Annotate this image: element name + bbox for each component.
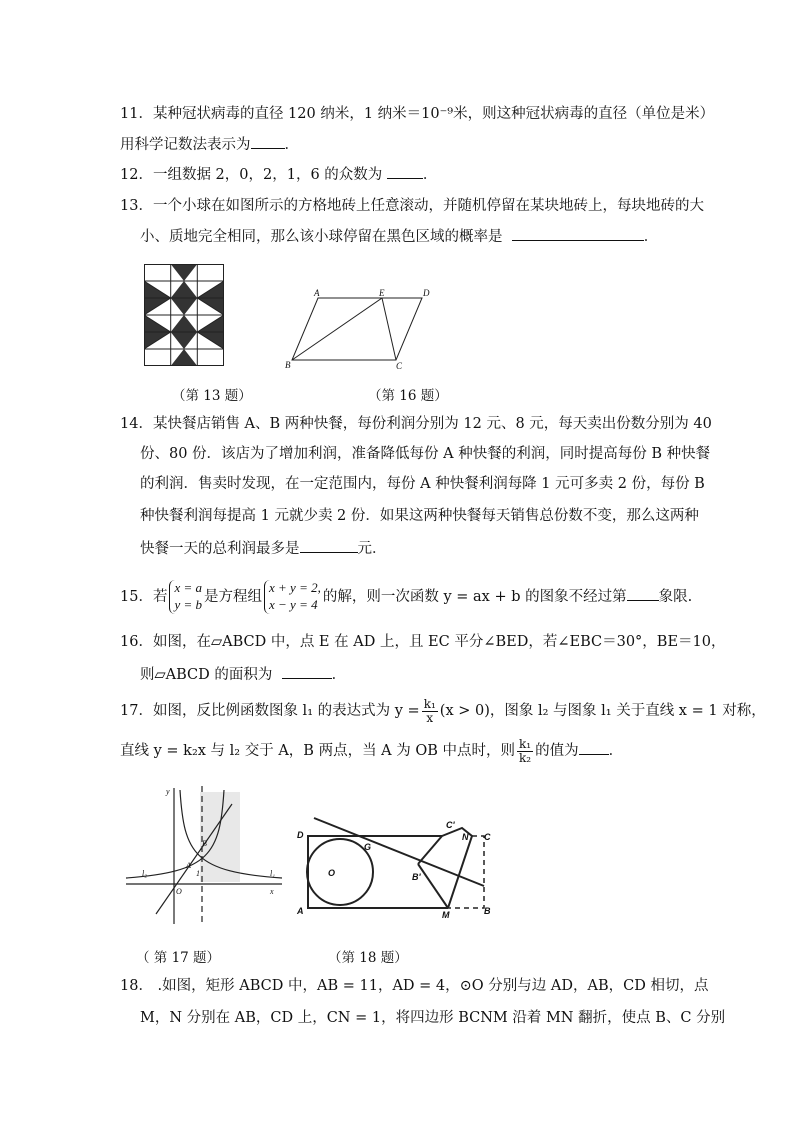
q17-answer-blank bbox=[579, 740, 609, 755]
q17-line2-end: ． bbox=[608, 743, 624, 759]
fig18-caption: （第 18 题） bbox=[328, 950, 408, 966]
q14-line2: 份、80 份．该店为了增加利润，准备降低每份 A 种快餐的利润，同时提高每份 B 种快餐 bbox=[140, 446, 711, 462]
q17-frac1-num: k₁ bbox=[423, 696, 436, 711]
fig16-label-c: C bbox=[396, 361, 403, 371]
q17-line2-post: 的值为 bbox=[535, 743, 579, 759]
fig13-black-tile bbox=[171, 349, 198, 366]
q11-line2 bbox=[120, 134, 299, 155]
fig17-label-l2: l₂ bbox=[142, 869, 148, 878]
q17-line1-post: (x > 0)，图象 l₂ 与图象 l₁ 关于直线 x = 1 对称， bbox=[439, 703, 766, 719]
q16-line1: 16．如图，在▱ABCD 中，点 E 在 AD 上，且 EC 平分∠BED，若∠EBC＝30°，BE＝10， bbox=[120, 634, 726, 650]
fig17-caption: （ 第 17 题） bbox=[136, 950, 221, 966]
fig18-label-n: N bbox=[462, 832, 469, 842]
q12-answer-blank bbox=[387, 164, 423, 179]
q15-sys2-eq2: x − y = 4 bbox=[269, 597, 318, 612]
q13-line1: 13．一个小球在如图所示的方格地砖上任意滚动，并随机停留在某块地砖上，每块地砖的大 bbox=[120, 198, 704, 214]
fig16-label-e: E bbox=[379, 288, 385, 298]
q15-line bbox=[120, 578, 692, 616]
fig13-tile-grid bbox=[144, 264, 224, 366]
fig18-label-b: B bbox=[484, 906, 491, 916]
q17-frac2-num: k₁ bbox=[519, 736, 532, 751]
q12-line bbox=[120, 164, 437, 185]
fig18-label-m: M bbox=[442, 910, 450, 920]
fig17-label-b: B bbox=[202, 839, 207, 848]
q16-answer-blank bbox=[282, 664, 332, 679]
q15-system1 bbox=[169, 580, 202, 614]
q17-line1 bbox=[120, 696, 766, 726]
fig13-black-tile bbox=[171, 264, 198, 281]
fig16-parallelogram bbox=[282, 288, 442, 372]
q11-line2-end: ． bbox=[284, 137, 299, 153]
q15-system2 bbox=[264, 580, 321, 614]
q14-line5 bbox=[140, 538, 387, 559]
fig18-label-o: O bbox=[328, 868, 336, 878]
q14-line5-text: 快餐一天的总利润最多是 bbox=[140, 541, 300, 557]
q15-sys1-eq2: y = b bbox=[174, 597, 202, 612]
fig13-caption: （第 13 题） bbox=[172, 388, 252, 404]
fig18-rectangle bbox=[294, 814, 500, 920]
fig17-label-x: x bbox=[270, 887, 274, 896]
fig13-black-tile bbox=[171, 332, 198, 349]
q13-line2-end: ． bbox=[643, 229, 659, 245]
q16-line2-text: 则▱ABCD 的面积为 bbox=[140, 667, 273, 683]
fig13-black-tile bbox=[171, 281, 198, 298]
fig17-label-a: A bbox=[186, 861, 191, 870]
q12-text: 12．一组数据 2，0，2，1，6 的众数为 bbox=[120, 167, 383, 183]
q13-line2-text: 小、质地完全相同，那么该小球停留在黑色区域的概率是 bbox=[140, 229, 503, 245]
fig16-label-b: B bbox=[285, 360, 291, 370]
fig17-graph bbox=[122, 784, 286, 926]
fig17-label-o: O bbox=[176, 887, 182, 896]
q18-line1: 18． .如图，矩形 ABCD 中，AB = 11，AD = 4，⊙O 分别与边 AD，AB，CD 相切，点 bbox=[120, 978, 709, 994]
fig13-black-tile bbox=[171, 315, 198, 332]
fig18-label-c: C bbox=[484, 832, 491, 842]
q13-line2 bbox=[140, 226, 658, 247]
q14-answer-blank bbox=[300, 538, 358, 553]
q17-line1-pre: 17．如图，反比例函数图象 l₁ 的表达式为 y = bbox=[120, 703, 420, 719]
q11-line2-text: 用科学记数法表示为 bbox=[120, 137, 251, 153]
q15-answer-blank bbox=[627, 586, 659, 601]
fig13-black-tile bbox=[171, 298, 198, 315]
q11-answer-blank bbox=[251, 134, 285, 149]
fig16-caption: （第 16 题） bbox=[368, 388, 448, 404]
fig17-label-1: 1 bbox=[196, 869, 200, 878]
fig18-label-d: D bbox=[297, 830, 304, 840]
q17-frac1-den: x bbox=[426, 710, 434, 725]
q17-line2-pre: 直线 y = k₂x 与 l₂ 交于 A，B 两点，当 A 为 OB 中点时，则 bbox=[120, 743, 516, 759]
q12-end: ． bbox=[422, 167, 438, 183]
fig17-label-y: y bbox=[166, 787, 170, 796]
fig18-label-c-prime: C' bbox=[446, 820, 455, 830]
q15-pre: 15．若 bbox=[120, 589, 168, 605]
q13-answer-blank bbox=[512, 226, 644, 241]
q17-fraction-k1-x bbox=[422, 698, 438, 725]
q15-sys1-eq1: x = a bbox=[174, 580, 202, 595]
q14-line3: 的利润．售卖时发现，在一定范围内，每份 A 种快餐利润每降 1 元可多卖 2 份，每份 B bbox=[140, 476, 705, 492]
q15-sys2-eq1: x + y = 2, bbox=[269, 580, 321, 595]
fig16-label-d: D bbox=[423, 288, 430, 298]
fig16-label-a: A bbox=[314, 288, 320, 298]
q14-line1: 14．某快餐店销售 A、B 两种快餐，每份利润分别为 12 元、8 元，每天卖出份数分别为 40 bbox=[120, 416, 712, 432]
q11-line1: 11．某种冠状病毒的直径 120 纳米，1 纳米＝10⁻⁹米，则这种冠状病毒的直径（单位是米） bbox=[120, 106, 715, 122]
q14-line5-end: 元． bbox=[357, 541, 387, 557]
q15-mid: 是方程组 bbox=[204, 589, 262, 605]
fig18-label-g: G bbox=[364, 842, 372, 852]
fig18-label-b-prime: B' bbox=[412, 872, 421, 882]
q15-end: 象限. bbox=[658, 589, 693, 605]
q17-frac2-den: k₂ bbox=[519, 750, 532, 765]
q16-line2-end: ． bbox=[331, 667, 347, 683]
q14-line4: 种快餐利润每提高 1 元就少卖 2 份．如果这两种快餐每天销售总份数不变，那么这两种 bbox=[140, 508, 699, 524]
q15-post: 的解，则一次函数 y = ax + b 的图象不经过第 bbox=[322, 589, 627, 605]
q17-line2 bbox=[120, 736, 623, 766]
q16-line2 bbox=[140, 664, 346, 685]
fig18-label-a: A bbox=[297, 906, 304, 916]
q18-line2: M，N 分别在 AB，CD 上，CN = 1，将四边形 BCNM 沿着 MN 翻折，使点 B、C 分别 bbox=[140, 1010, 726, 1026]
q17-fraction-k1-k2 bbox=[517, 738, 533, 765]
fig17-label-l1: l₁ bbox=[270, 869, 276, 878]
